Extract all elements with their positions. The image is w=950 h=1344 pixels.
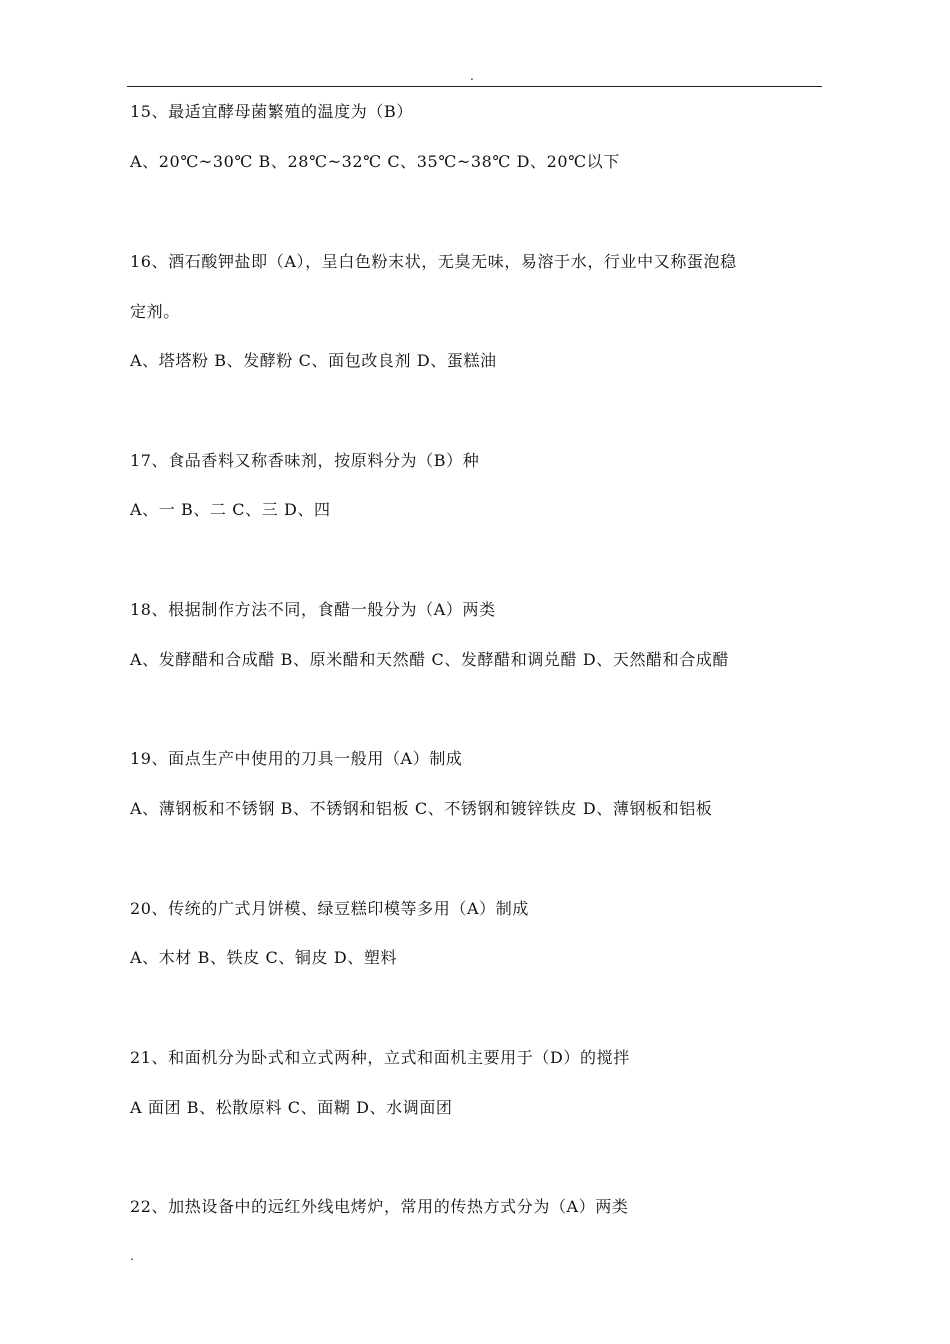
question-15-stem: 15、最适宜酵母菌繁殖的温度为（B）: [130, 102, 413, 121]
question-18-stem: 18、根据制作方法不同，食醋一般分为（A）两类: [130, 600, 496, 619]
question-22-stem: 22、加热设备中的远红外线电烤炉，常用的传热方式分为（A）两类: [130, 1197, 629, 1216]
header-rule: [127, 86, 822, 87]
question-21-stem: 21、和面机分为卧式和立式两种，立式和面机主要用于（D）的搅拌: [130, 1048, 630, 1067]
question-16-stem-line-1: 16、酒石酸钾盐即（A），呈白色粉末状，无臭无味，易溶于水，行业中又称蛋泡稳: [130, 252, 737, 271]
question-18-options: A、发酵醋和合成醋 B、原米醋和天然醋 C、发酵醋和调兑醋 D、天然醋和合成醋: [130, 650, 730, 669]
question-21-options: A 面团 B、松散原料 C、面糊 D、水调面团: [130, 1098, 453, 1117]
question-16-stem-line-2: 定剂。: [130, 302, 180, 321]
question-19-stem: 19、面点生产中使用的刀具一般用（A）制成: [130, 749, 463, 768]
question-20-stem: 20、传统的广式月饼模、绿豆糕印模等多用（A）制成: [130, 899, 529, 918]
question-17-options: A、一 B、二 C、三 D、四: [130, 500, 331, 519]
header-mark: .: [470, 69, 474, 83]
question-20-options: A、木材 B、铁皮 C、铜皮 D、塑料: [130, 948, 398, 967]
question-16-options: A、塔塔粉 B、发酵粉 C、面包改良剂 D、蛋糕油: [130, 351, 497, 370]
question-19-options: A、薄钢板和不锈钢 B、不锈钢和铝板 C、不锈钢和镀锌铁皮 D、薄钢板和铝板: [130, 799, 713, 818]
question-17-stem: 17、食品香料又称香味剂，按原料分为（B）种: [130, 451, 480, 470]
question-15-options: A、20℃~30℃ B、28℃~32℃ C、35℃~38℃ D、20℃以下: [130, 152, 620, 171]
footer-mark: .: [130, 1249, 134, 1263]
